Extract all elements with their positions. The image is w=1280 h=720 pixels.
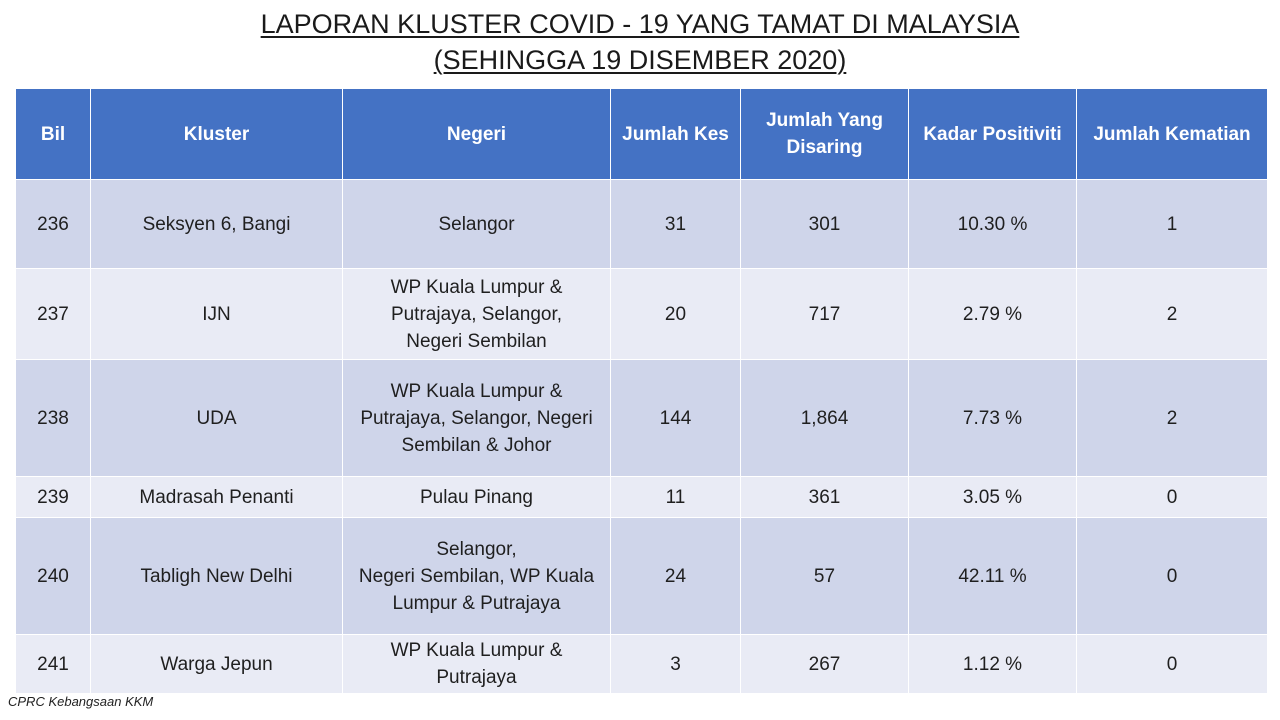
cell-negeri xyxy=(343,180,611,269)
cell-kematian: 0 xyxy=(1077,518,1268,635)
cell-kematian: 2 xyxy=(1077,360,1268,477)
cell-kadar: 3.05 % xyxy=(909,477,1077,518)
negeri-line: Lumpur & Putrajaya xyxy=(392,592,561,614)
cell-disaring: 1,864 xyxy=(741,360,909,477)
table-header-row xyxy=(16,89,1268,180)
header-disaring-line-1: Jumlah Yang xyxy=(766,110,883,131)
cell-jumlah-kes: 144 xyxy=(611,360,741,477)
header-disaring-line-2: Disaring xyxy=(786,137,863,158)
title-line-1: LAPORAN KLUSTER COVID - 19 YANG TAMAT DI MALAYSIA xyxy=(260,9,1020,39)
cell-kluster: Seksyen 6, Bangi xyxy=(91,180,343,269)
header-negeri: Negeri xyxy=(343,89,611,180)
table-row xyxy=(16,180,1268,269)
header-kadar-positiviti: Kadar Positiviti xyxy=(909,89,1077,180)
cell-kematian: 1 xyxy=(1077,180,1268,269)
cell-negeri xyxy=(343,360,611,477)
cell-kadar: 7.73 % xyxy=(909,360,1077,477)
header-jumlah-kematian: Jumlah Kematian xyxy=(1077,89,1268,180)
negeri-line: WP Kuala Lumpur & xyxy=(390,380,563,402)
header-jumlah-disaring xyxy=(741,89,909,180)
cell-bil: 240 xyxy=(16,518,91,635)
cell-kadar: 42.11 % xyxy=(909,518,1077,635)
header-kluster: Kluster xyxy=(91,89,343,180)
cell-negeri xyxy=(343,269,611,360)
cell-disaring: 361 xyxy=(741,477,909,518)
cluster-table xyxy=(15,88,1268,694)
negeri-line: Putrajaya, Selangor, Negeri xyxy=(360,407,593,429)
cell-kematian: 2 xyxy=(1077,269,1268,360)
cell-bil: 236 xyxy=(16,180,91,269)
negeri-line: WP Kuala Lumpur & xyxy=(390,276,563,298)
cell-disaring: 57 xyxy=(741,518,909,635)
table-row xyxy=(16,477,1268,518)
cell-bil: 239 xyxy=(16,477,91,518)
cell-disaring: 267 xyxy=(741,635,909,694)
cell-kadar: 1.12 % xyxy=(909,635,1077,694)
source-footnote: CPRC Kebangsaan KKM xyxy=(8,694,154,709)
negeri-line: Selangor, xyxy=(436,538,517,560)
cell-bil: 238 xyxy=(16,360,91,477)
cell-negeri xyxy=(343,518,611,635)
title-line-2: (SEHINGGA 19 DISEMBER 2020) xyxy=(433,45,847,75)
cell-disaring: 717 xyxy=(741,269,909,360)
cell-kluster: IJN xyxy=(91,269,343,360)
cell-kluster: Tabligh New Delhi xyxy=(91,518,343,635)
cell-disaring: 301 xyxy=(741,180,909,269)
negeri-line: Selangor xyxy=(438,213,515,235)
negeri-line: Putrajaya, Selangor, xyxy=(390,303,563,325)
table-row xyxy=(16,635,1268,694)
cell-jumlah-kes: 20 xyxy=(611,269,741,360)
cell-kluster: Madrasah Penanti xyxy=(91,477,343,518)
cell-kematian: 0 xyxy=(1077,635,1268,694)
cell-jumlah-kes: 31 xyxy=(611,180,741,269)
cell-jumlah-kes: 24 xyxy=(611,518,741,635)
cell-kadar: 10.30 % xyxy=(909,180,1077,269)
table-row xyxy=(16,518,1268,635)
negeri-line: Negeri Sembilan, WP Kuala xyxy=(358,565,595,587)
header-jumlah-kes: Jumlah Kes xyxy=(611,89,741,180)
cell-bil: 241 xyxy=(16,635,91,694)
negeri-line: Sembilan & Johor xyxy=(401,434,552,456)
cell-negeri xyxy=(343,477,611,518)
report-title xyxy=(0,6,1280,78)
cell-jumlah-kes: 3 xyxy=(611,635,741,694)
negeri-line: Putrajaya xyxy=(436,667,517,688)
negeri-line: Negeri Sembilan xyxy=(406,330,547,352)
cell-bil: 237 xyxy=(16,269,91,360)
negeri-line: WP Kuala Lumpur & xyxy=(390,640,563,661)
negeri-line: Pulau Pinang xyxy=(419,486,534,508)
cell-kematian: 0 xyxy=(1077,477,1268,518)
cell-kluster: Warga Jepun xyxy=(91,635,343,694)
header-bil: Bil xyxy=(16,89,91,180)
cell-kadar: 2.79 % xyxy=(909,269,1077,360)
table-row xyxy=(16,269,1268,360)
cell-negeri xyxy=(343,635,611,694)
table-row xyxy=(16,360,1268,477)
cell-jumlah-kes: 11 xyxy=(611,477,741,518)
cell-kluster: UDA xyxy=(91,360,343,477)
